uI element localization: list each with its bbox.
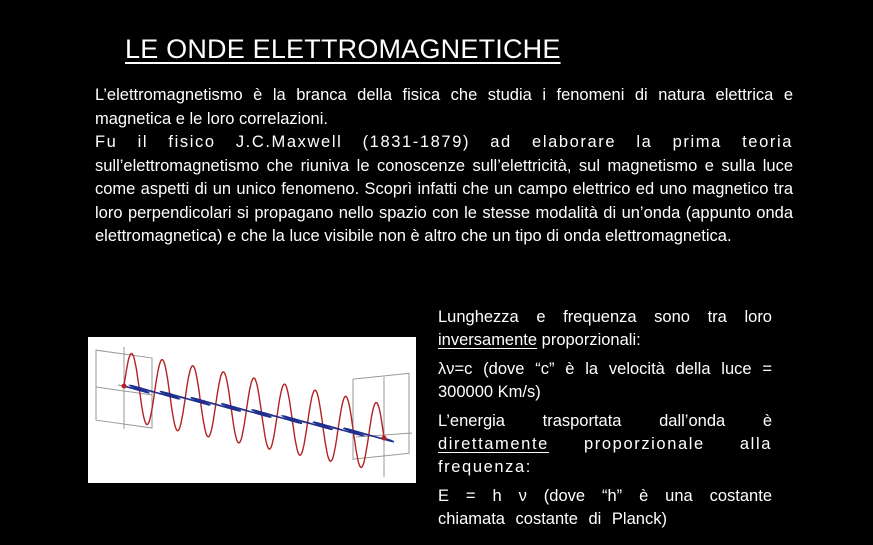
side-paragraph-3 [438, 410, 772, 479]
em-wave-svg [88, 337, 416, 483]
page-title: LE ONDE ELETTROMAGNETICHE [125, 34, 561, 64]
em-wave-diagram [88, 337, 416, 483]
side-paragraph-1 [438, 306, 772, 352]
side-paragraph-4: E = h ν (dove “h” è una costante chiamata costante di Planck) [438, 487, 772, 528]
side-text [438, 306, 772, 537]
intro-text [95, 84, 793, 249]
intro-paragraph-2-lead: Fu il fisico J.C.Maxwell (1831-1879) ad elaborare la prima teoria [95, 133, 793, 151]
intro-paragraph-1: L’elettromagnetismo è la branca della fisica che studia i fenomeni di natura elettrica e magnetica e le loro correlazioni. [95, 86, 793, 128]
side-paragraph-3-a: L’energia trasportata dall’onda è [438, 412, 772, 430]
intro-paragraph-2 [95, 131, 793, 249]
side-paragraph-1-b: proporzionali: [537, 331, 641, 349]
side-paragraph-3-underlined: direttamente [438, 435, 549, 453]
intro-paragraph-2-rest: sull’elettromagnetismo che riuniva le conoscenze sull’elettricità, sul magnetismo e sulla luce come aspetti di un unico fenomeno. Scoprì infatti che un campo elettrico ed uno magnetico tra loro perpendicolari si propagano nello spazio con le stesse modalità di un’onda (appunto onda elettromagnetica) e che la luce visibile non è altro che un tipo di onda elettromagnetica. [95, 156, 793, 245]
side-paragraph-2: λν=c (dove “c” è la velocità della luce = 300000 Km/s) [438, 360, 772, 401]
wave-end-point [382, 436, 387, 441]
side-paragraph-1-underlined: inversamente [438, 331, 538, 349]
side-paragraph-1-a: Lunghezza e frequenza sono tra loro [438, 308, 772, 326]
wave-start-point [122, 384, 127, 389]
side-paragraph-3-b: proporzionale alla frequenza: [438, 435, 772, 476]
